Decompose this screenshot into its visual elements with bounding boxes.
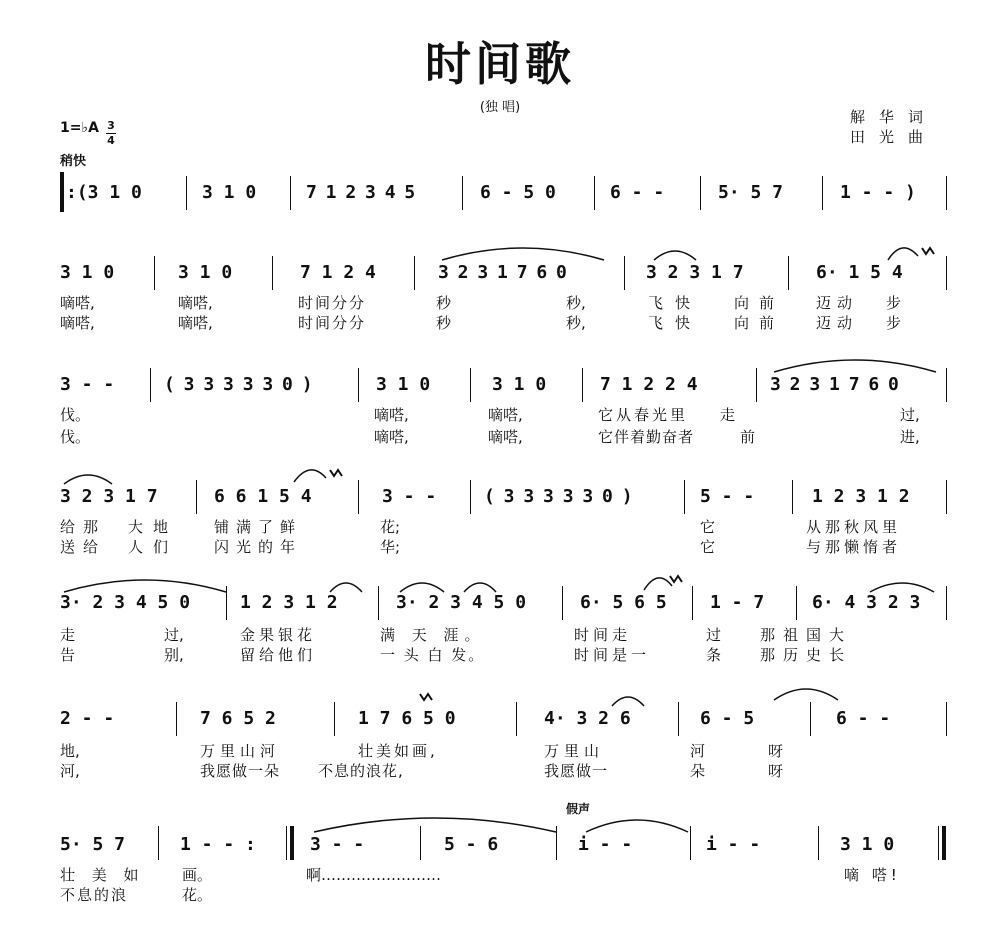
- subtitle: (独 唱): [479, 100, 521, 115]
- measure: 3 2 3 1 7: [646, 262, 744, 283]
- key-signature: 1=♭A: [60, 120, 99, 136]
- measure: 3 - -: [310, 834, 365, 855]
- lyric: 给那: [60, 518, 107, 536]
- measure: 6· 4 3 2 3: [812, 592, 921, 613]
- slur-mark: [460, 576, 500, 596]
- lyric: 别,: [164, 646, 184, 664]
- lyric: 壮 美 如: [60, 866, 145, 884]
- time-signature: [106, 120, 116, 147]
- measure: 6 6 1 5 4: [214, 486, 312, 507]
- measure: 1 - - :: [180, 834, 256, 855]
- lyric: 从那秋风里: [806, 518, 902, 536]
- lyric: 时间分分: [298, 314, 367, 332]
- measure: 4· 3 2 6: [544, 708, 631, 729]
- lyric: 过,: [900, 406, 920, 424]
- slur-mark: [60, 572, 230, 596]
- lyric: 它从春光里: [598, 406, 689, 424]
- slur-mark: [884, 238, 944, 264]
- lyric: 伐。: [60, 428, 91, 446]
- lyric: 时间分分: [298, 294, 367, 312]
- lyric: 嘀嗒,: [178, 314, 213, 332]
- measure: 1 2 3 1 2: [812, 486, 910, 507]
- falsetto-marking: 假声: [566, 802, 591, 816]
- lyric: 铺满了鲜: [214, 518, 303, 536]
- tempo-marking: 稍快: [60, 154, 87, 169]
- slur-mark: [326, 576, 366, 596]
- lyric: 画。: [182, 866, 213, 884]
- lyric: 步: [886, 314, 902, 332]
- measure: 7 1 2 2 4: [600, 374, 698, 395]
- lyric: 前: [740, 428, 756, 446]
- lyric: 满 天 涯。: [380, 626, 486, 644]
- lyric: 呀: [768, 742, 784, 760]
- lyric: 送给: [60, 538, 107, 556]
- measure: 1 - 7: [710, 592, 765, 613]
- measure: 5· 5 7: [60, 834, 126, 855]
- lyric: 向前: [734, 314, 785, 332]
- lyric: 过: [706, 626, 722, 644]
- measure: 3 1 0: [178, 262, 233, 283]
- measure: 6 - -: [836, 708, 891, 729]
- measure: 3 1 0: [492, 374, 547, 395]
- lyric: 呀: [768, 762, 784, 780]
- lyric: 迈动: [816, 314, 859, 332]
- measure: 1 2 3 1 2: [240, 592, 338, 613]
- lyric: 我愿做一朵: [200, 762, 281, 780]
- lyric: 进,: [900, 428, 920, 446]
- slur-mark: [438, 240, 608, 264]
- composer-credit: 田光曲: [850, 128, 938, 146]
- measure: 1 - - ): [840, 182, 916, 203]
- slur-mark: [770, 352, 940, 376]
- lyric: 河,: [60, 762, 80, 780]
- measure: 3· 2 3 4 5 0: [60, 592, 191, 613]
- measure: 5· 5 7: [718, 182, 784, 203]
- lyric: 朵: [690, 762, 706, 780]
- slur-mark: [650, 244, 700, 264]
- measure: 3 2 3 1 7: [60, 486, 158, 507]
- measure: ( 3 3 3 3 3 0 ): [484, 486, 632, 507]
- slur-mark: [608, 690, 648, 710]
- lyric: 飞快: [648, 294, 703, 312]
- time-sig-top: 3: [107, 119, 115, 132]
- measure: 6 - 5: [700, 708, 755, 729]
- lyric: 迈动: [816, 294, 859, 312]
- lyric: 嘀嗒,: [488, 406, 523, 424]
- lyricist-credit: 解华词: [850, 108, 938, 126]
- lyric: 告: [60, 646, 76, 664]
- lyric: 华;: [380, 538, 401, 556]
- measure: 5 - -: [700, 486, 755, 507]
- measure: 3· 2 3 4 5 0: [396, 592, 527, 613]
- measure: 3 - -: [382, 486, 437, 507]
- lyric: 伐。: [60, 406, 91, 424]
- measure: 5 - 6: [444, 834, 499, 855]
- lyric: 嘀 嗒!: [844, 866, 901, 884]
- lyric: 嘀嗒,: [178, 294, 213, 312]
- lyric: 花;: [380, 518, 401, 536]
- measure: 1 7 6 5 0: [358, 708, 456, 729]
- lyric: 秒,: [566, 294, 586, 312]
- measure: 7 6 5 2: [200, 708, 276, 729]
- lyric: 秒: [436, 314, 452, 332]
- lyric: 步: [886, 294, 902, 312]
- lyric: 那历史长: [760, 646, 853, 664]
- slur-mark: [416, 684, 448, 710]
- lyric: 闪光的年: [214, 538, 303, 556]
- lyric: 嘀嗒,: [374, 428, 409, 446]
- lyric: 人们: [128, 538, 179, 556]
- lyric: 万里山河: [200, 742, 281, 760]
- measure: 6· 1 5 4: [816, 262, 903, 283]
- lyric: 嘀嗒,: [60, 314, 95, 332]
- lyric: 嘀嗒,: [374, 406, 409, 424]
- measure: 3 1 0: [60, 262, 115, 283]
- lyric: 条: [706, 646, 722, 664]
- measure: ( 3 3 3 3 3 0 ): [164, 374, 312, 395]
- measure: 2 - -: [60, 708, 115, 729]
- lyric: 飞快: [648, 314, 703, 332]
- slur-mark: [396, 576, 448, 596]
- lyric: 时间走: [574, 626, 632, 644]
- measure: 3 - -: [60, 374, 115, 395]
- lyric: 走: [60, 626, 76, 644]
- measure: 3 2 3 1 7 6 0: [438, 262, 566, 283]
- lyric: 不息的浪: [60, 886, 129, 904]
- lyric: 嘀嗒,: [60, 294, 95, 312]
- lyric: 花。: [182, 886, 213, 904]
- time-sig-bottom: 4: [107, 134, 115, 147]
- lyric: 大地: [128, 518, 179, 536]
- lyric: 地,: [60, 742, 80, 760]
- measure: 6· 5 6 5: [580, 592, 667, 613]
- lyric: 与那懒惰者: [806, 538, 902, 556]
- lyric: 留给他们: [240, 646, 317, 664]
- slur-mark: [310, 810, 560, 836]
- measure: 3 2 3 1 7 6 0: [770, 374, 898, 395]
- measure: 3 1 0: [202, 182, 257, 203]
- slur-mark: [290, 460, 354, 486]
- measure: 6 - 5 0: [480, 182, 556, 203]
- lyric: 不息的浪花,: [318, 762, 404, 780]
- measure: 7 1 2 3 4 5: [306, 182, 415, 203]
- measure: 3 1 0: [376, 374, 431, 395]
- lyric: 那祖国大: [760, 626, 853, 644]
- lyric: 金果银花: [240, 626, 317, 644]
- lyric: 走: [720, 406, 736, 424]
- measure: 3 1 0: [840, 834, 895, 855]
- lyric: 壮美如画,: [358, 742, 438, 760]
- slur-mark: [582, 812, 692, 836]
- lyric: 时间是一: [574, 646, 651, 664]
- slur-mark: [640, 568, 690, 594]
- lyric: 它伴着勤奋者: [598, 428, 695, 446]
- slur-mark: [866, 576, 938, 596]
- lyric: 一 头 白 发。: [380, 646, 486, 664]
- page-title: 时间歌: [425, 37, 575, 91]
- slur-mark: [770, 682, 842, 704]
- lyric: 秒: [436, 294, 452, 312]
- lyric: 嘀嗒,: [488, 428, 523, 446]
- slur-mark: [60, 468, 116, 488]
- measure: i - -: [706, 834, 761, 855]
- lyric: 河: [690, 742, 706, 760]
- lyric: 我愿做一: [544, 762, 609, 780]
- lyric: 啊……………………: [306, 866, 442, 884]
- lyric: 它: [700, 538, 716, 556]
- lyric: 万里山: [544, 742, 605, 760]
- measure: 7 1 2 4: [300, 262, 376, 283]
- lyric: 过,: [164, 626, 184, 644]
- measure: 6 - -: [610, 182, 665, 203]
- lyric: 向前: [734, 294, 785, 312]
- measure: i - -: [578, 834, 633, 855]
- lyric: 秒,: [566, 314, 586, 332]
- measure: :(3 1 0: [66, 182, 142, 203]
- lyric: 它: [700, 518, 716, 536]
